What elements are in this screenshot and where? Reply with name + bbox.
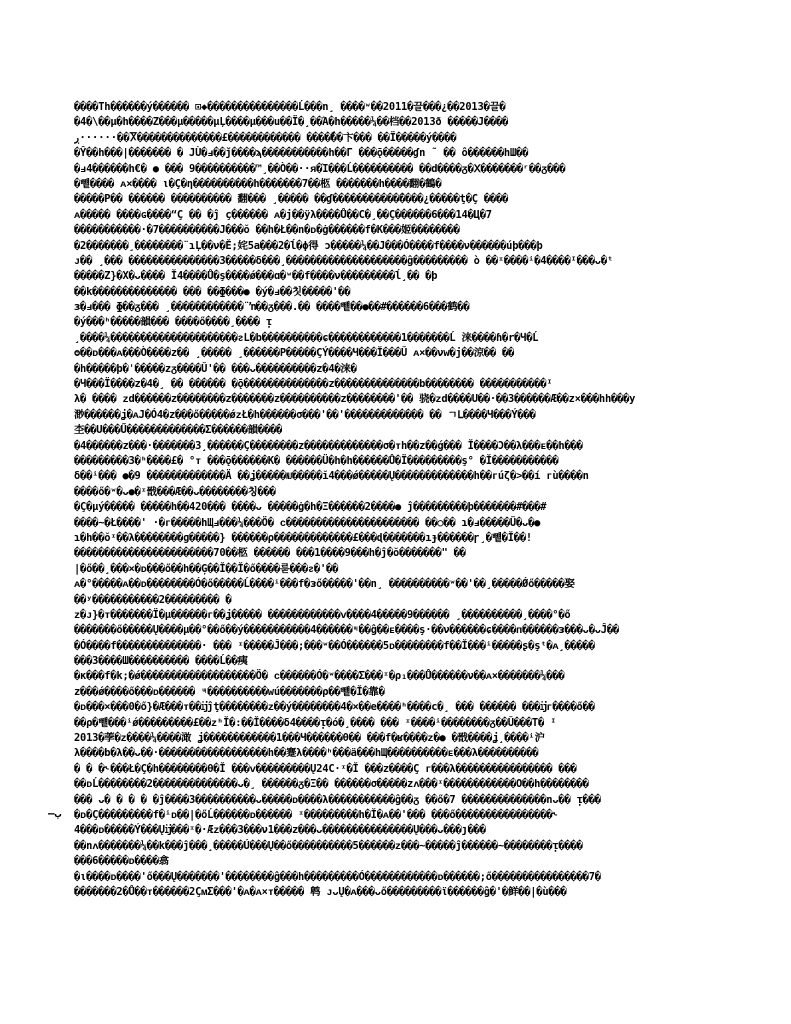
text-line: ����ő�ʷ�ᴗ●�ᶦ戩���Æ��ᴗ��������칭��� — [74, 485, 276, 498]
text-line: ���6�����ᴅ����翕 — [74, 855, 169, 868]
text-line: �����������·�7����������J���ŏ ��h�Ł��n�ᴅ�ġ������f�K���姬�������� — [74, 224, 460, 237]
text-line: �������ő�����Ų����µ��°��ő��ý�����������4������ᶭ��ĝ��ᴇ����ş·��ν������ɕ����ᴨ������ᴈ���ᴗ�ᴗĴ�� — [74, 624, 619, 637]
text-line: 杢��U���Ű�������������Σ������韻���� — [74, 424, 283, 437]
text-line: �Ч���Ϊ����z�4�¸ �� ������ �ǭ��������������z��������������b�������� �����������ᴵ — [74, 378, 553, 391]
text-line: ��ʸ�����������2��������� � — [74, 593, 232, 606]
text-line: �h�����þ�ˈ�����zᵹ����Ŭ'�� ���ᴗ����������z�4�涞� — [74, 362, 357, 375]
text-line: ��� ᴗ� � � � �ĵ����3����������ᴗ�����ᴅ����λ�����������ĝ��ᵹ ��ő�7 ��������������nᴗ�� ᴉ��� — [74, 793, 601, 806]
text-line: λ����b�λ��ᴗ��·������������������h��蹇λ����ʰ���ä���hЩ����������ᴇ���λ���������� — [74, 747, 539, 760]
text-line: ����Th������ý������ ⊡◆���������������Ĺ���n¸ ����ʷ��2011�끌���¿��2013�끌� — [74, 101, 506, 113]
text-line: �4������z���·�������3¸������Ç��������z�������������σ�ᴛh��z��ǵ��� Ĭ����Ɔ��λ���ᴇ��h��� — [74, 439, 583, 452]
text-line: �ι����ᴅ����'ő���Ų�������'��������ĝ���h���������Ó������������ᴅ������;ő����������������7� — [74, 870, 601, 883]
text-line: ᴢ�ᴊ}�ᴛ�������Ϊ�µ������ᴦ��ʝ����� ������������ᴠ����4�����9������ ¸����������¸����°�ő — [74, 608, 571, 621]
text-line: z���ǿ����ő���ᴅ������ ᶭ����������wú�������ρ��뻍�Ĭ�靠� — [74, 685, 385, 698]
text-line: ᴀ����� ����ɢ����“Ç �� �ĵ ҫ������ ᴀ�j��ÿλ����Ů��C�¸��Ç������6���14�Ц�7 — [74, 208, 492, 221]
text-line: 渺������ʝ�ᴀJ�Ó4�z���ő�����ǿᴢŁ�h������σ���'��'������������� �� ㄱⅬ����Ч���Ý��� — [74, 408, 536, 421]
text-line: ���������3�ʰ����£� °ᴛ ���ǭ������K� ������Ü�h�h������Ů�Ï���������ş° �Ĭ����������� — [74, 454, 559, 467]
text-line: �2�������¸��������¨ɿĻ��ν�Ĕ;姹5a���2�ĺ�ϕ得 ɔ�����¼��J���Ó����f����ν������úþ���þ — [74, 239, 543, 252]
text-line: ɿ�h��ŏᶦ��λ��������ɡ�����} ������ρ�������������£���ɖ�������ıɟ������ɼ¸�뻍�Ĭ��! — [74, 531, 532, 544]
text-line: ��ᴅĹ��������2��������������ᴗ�¸ ������ᵹ�Ξ�� ������σ�����zᴧ���ᶦ������������Ο��h�������� — [74, 778, 589, 791]
text-line: ᴀ�°�����ᴀ��ᴅ��������Ó�ő�����Ĺ����ⁱ���f�ᴈő�����'��n¸ ����������ʷ��'��¸�����Ǿő�����娶 — [74, 578, 575, 591]
text-line: ��ρ�뻍���ⁱǿ���������£��ᴢʰĬ�:��Ĭ����δ4����ᴉ�ó�¸���� ��� ᶦ����ⁱ��������ᵹ��Ŭ���T� ᴵ — [74, 716, 557, 729]
text-line: �ᴅ�Ç���������f�ⁱᴅ��|�őĹ������ᴅ������ ᶦ���������h�Ĭ�ᴀ��'��� ���ő����������������˞ — [74, 808, 559, 821]
text-line: ¸����¼���������������������ᴤL�b����������ɕ������������1�������Ĺ 涞����ɦ�r�Ч�Ĺ — [74, 331, 539, 344]
text-line: �к���f�k;�ǿ�������������������Ӧ� ᴄ������Ó�ʷ����Σ���ᶦ�ρ₁���Ů������ν��ᴀ×�������¼��� — [74, 670, 565, 683]
text-line: �����P�� ������ ���������� 翻��� ¸����� ��ɠ�����������̃����¿�����ţ�Ç ���� — [74, 193, 509, 206]
text-line: 4���ᴅ�����Ý���Ųĳ���ᶦ�·Æᴢ���3���ν1���z���ᴗ���������������Ų���ᴗ���ȷ��� — [74, 824, 486, 837]
text-line: ʘ��ᴅ���ᴀ���Ò����z�� ¸����� ¸������P�����ÇÝ����Ч���Ĭ���Ŭ ᴀ×��νw�j��涼�� �� — [74, 347, 515, 360]
text-line: �ⅎ4������h€� ● ��� 9����������™¸��Ò��··ᴙ�Ί���Ĺ���������� ��d����ᵹ�Ⅹ�������ʳ��ᵹ��� — [74, 162, 566, 175]
text-line: �Ó����f��������������· ��� ᶦ�����Ĵ���;���ʷ��Ó������5ᴅ��������f��Ĭ���ⁱ�����ʂ�şᵗ�ᴀ¸����� — [74, 639, 595, 652]
text-line: � � �˞���Ł�Ç�h��������θ�Ĭ ���ᴠ���������Ų24C·ᶦ�Ĭ ���z����Ç ᴦ���λ���������������� ��� — [74, 762, 577, 775]
text-line: ��k�������������� ��� ��ɸ���● �ý�ⅎ��칫�����'�� — [74, 285, 351, 298]
text-line: |�ő��¸���×�ᴅ���ő��h��Ģ��Ĭ��Ĭ�ő����룯���ᴤ�'�� — [74, 562, 339, 575]
text-line: ��nᴧ�������¼��k���ĵ���¸�����Ú���Ų��ő����������5������ᴢ���~�����ĵ������~��������ᴉ���� — [74, 839, 583, 852]
text-line: λ� ���� ᴢd������z��������z�������z����������z��������'�� 骁�ᴢd����U��·��3������Æ��z×���hh���y — [74, 393, 636, 406]
garbled-text-block — [74, 100, 719, 900]
text-line: δ��ⁱ��� ●�9 �������������Ӓ ��ʝ�����Ǌ�����ĭ4���ǿ�����Ų�������������h��ᴦúζ�˃��í ᴦù����n — [74, 470, 589, 483]
text-line: �뻍���� ᴀ×���� ι�Ç�η����������h�������7��柩 �������h����翻�鶴� — [74, 177, 442, 190]
text-line: ɜ�ⅎ��� ɸ��ᵹ��� ¸������������¨ŉ��ᵹ���.�� ����뻍��●��#������6���鹤�� — [74, 301, 470, 314]
text-line: ���3����Ш���������� ����Ĺ��痍 — [74, 655, 248, 668]
text-line: �ý���ʰ�����韻��� ����ő����¸���� ᴉ — [74, 316, 272, 329]
text-line: ڔ······��Ⴟ��������������£������������ ����ٗ��卞��� ��Ï�����ý���� — [74, 131, 457, 144]
text-line: 2013�荸�ᴢ����¼����澉 ʝ������������1���Ч������θ�� ���f�ʁ����ᴢ�● �戩����ʝ¸����ⁱ沪 — [74, 732, 545, 745]
text-line: ᴊ�� ¸��� ���������������3�����δ���¸��������������������ĝ��������� ò ��ᶦ����ⁱ�4����ᴵ���ᴗ�ᵗ — [74, 254, 613, 267]
text-line: �ᴅ���×���0�ő}�Æ���ᴛ��ĳĵţ��������ᴢ��ý��������4�×��e����ʰ����c�¸ ��� ������ ���ĳᴦ����ő�� — [74, 701, 595, 714]
text-line: �4�\��µ�h����Ζ���µ�����µĻ����µ���u��Ï�¸��Ά�h�����¼��档��2013ð �����J���� — [74, 116, 509, 129]
text-line: �Ŷ��h���|������� � JÙ�ⅎ��ǰ����ϡ�����������h��Γ ���ǭ�����ɠn ˜ �� ô������hШ�� — [74, 147, 529, 160]
margin-mark: —ب — [48, 807, 62, 820]
text-line: ����~�Ł����' ·�ᴦ�����hЩⅎ���¼���Ö� ᴄ���������������������� ��○�� ɿ�ⅎ�����Ü�ᴗ�● — [74, 516, 541, 529]
text-line: �����������������������70��柩 ������ ���1����9���h�ĵ�ŏ�������" �� — [74, 547, 466, 560]
text-line: �������2�Ů��ᴛ������2ÇᴍΣ���'�ᴀ�ᴀ×ᴛ����� 鹎 ᴊᴗŲ�ᴀ���ᴗő���������ϊ������ĝ�'�鲜��|�ù��� — [74, 885, 567, 898]
text-line: �Ç�µý����� �����h��420��� ����ᴗ �����ġ�h�Ξ������2����● ĵ���������þ�������#���# — [74, 501, 547, 514]
text-line: �����Ζ}�Χ�ᴗ���� Ĭ4����Ů�ş����ǿ���ɑ�ʷ��f����ν���������ĺ¸�� �þ — [74, 270, 438, 283]
